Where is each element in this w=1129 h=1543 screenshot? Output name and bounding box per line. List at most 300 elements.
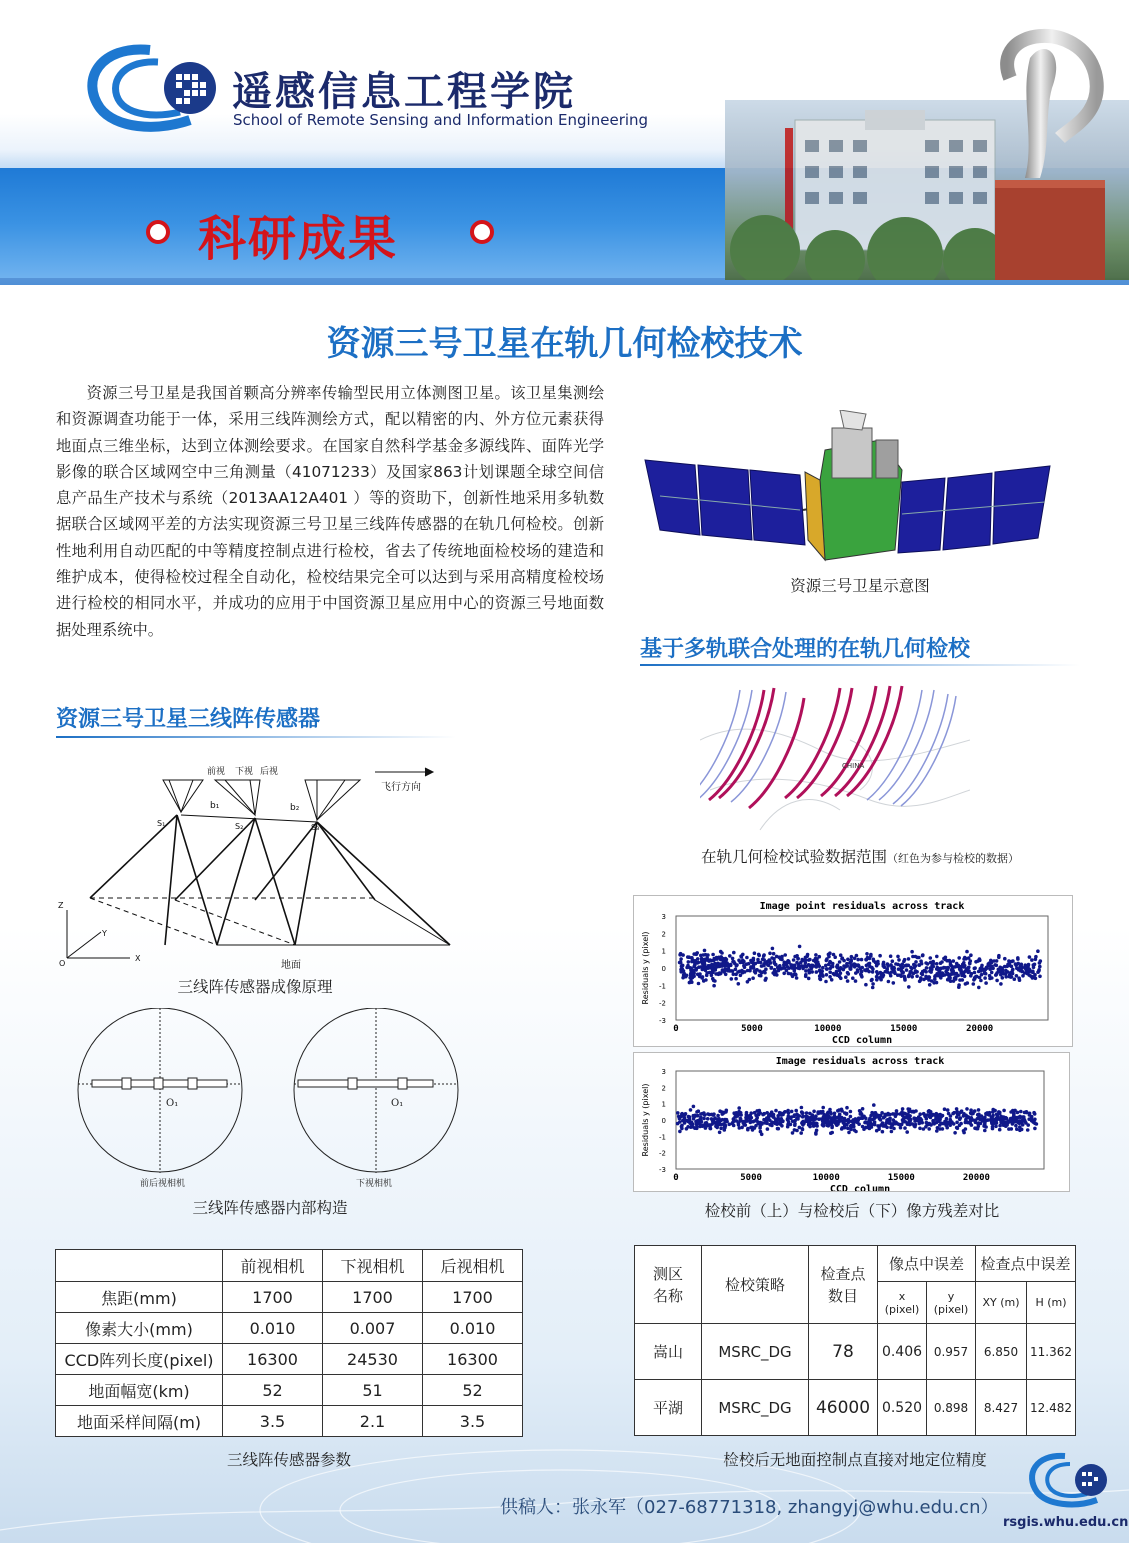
data-point xyxy=(836,1122,840,1126)
x-tick-label: 5000 xyxy=(740,1173,762,1183)
data-point xyxy=(868,957,872,961)
residual-plot-after xyxy=(633,1052,1070,1192)
data-point xyxy=(934,1117,938,1121)
data-point xyxy=(1001,976,1005,980)
data-point xyxy=(791,1131,795,1135)
data-point xyxy=(854,971,858,975)
data-point xyxy=(926,1123,930,1127)
calibration-section-heading: 基于多轨联合处理的在轨几何检校 xyxy=(640,637,971,662)
data-point xyxy=(966,981,970,985)
data-point xyxy=(712,1112,716,1116)
data-point xyxy=(990,971,994,975)
data-point xyxy=(948,959,952,963)
data-point xyxy=(747,962,751,966)
data-point xyxy=(927,1109,931,1113)
table-cell: 0.010 xyxy=(223,1313,323,1344)
data-point xyxy=(758,974,762,978)
data-point xyxy=(957,985,961,989)
data-point xyxy=(704,953,708,957)
data-point xyxy=(682,1119,686,1123)
table-header-cell: 像点中误差 xyxy=(878,1246,976,1282)
data-point xyxy=(998,1124,1002,1128)
plot-title: Image residuals across track xyxy=(775,1056,945,1067)
data-point xyxy=(704,969,708,973)
data-point xyxy=(965,950,969,954)
baseline-label-b2: b₂ xyxy=(290,803,300,813)
table-cell: 平湖 xyxy=(635,1380,702,1436)
data-point xyxy=(731,957,735,961)
data-point xyxy=(890,1130,894,1134)
data-point xyxy=(846,958,850,962)
x-tick-label: 0 xyxy=(673,1173,679,1183)
data-point xyxy=(905,968,909,972)
data-point xyxy=(851,963,855,967)
data-point xyxy=(700,1124,704,1128)
data-point xyxy=(702,960,706,964)
data-point xyxy=(835,965,839,969)
data-point xyxy=(942,957,946,961)
sculpture-photo xyxy=(990,18,1110,280)
data-point xyxy=(808,958,812,962)
data-point xyxy=(864,1117,868,1121)
data-point xyxy=(824,980,828,984)
data-point xyxy=(861,1107,865,1111)
data-point xyxy=(918,1127,922,1131)
sensor-table-caption: 三线阵传感器参数 xyxy=(226,1451,351,1469)
data-point xyxy=(1004,969,1008,973)
data-point xyxy=(929,956,933,960)
data-point xyxy=(819,978,823,982)
data-point xyxy=(1021,974,1025,978)
data-point xyxy=(885,1113,889,1117)
data-point xyxy=(959,1122,963,1126)
data-point xyxy=(953,972,957,976)
data-point xyxy=(874,1111,878,1115)
table-cell: 0.010 xyxy=(423,1313,523,1344)
table-row xyxy=(635,1324,1076,1380)
data-point xyxy=(825,957,829,961)
table-cell: 78 xyxy=(809,1324,878,1380)
data-point xyxy=(815,970,819,974)
data-point xyxy=(958,1118,962,1122)
data-point xyxy=(924,975,928,979)
data-point xyxy=(720,951,724,955)
data-point xyxy=(959,965,963,969)
data-point xyxy=(1021,1115,1025,1119)
station-label-s2: S₂ xyxy=(235,822,244,831)
data-point xyxy=(795,1129,799,1133)
x-axis-label: CCD column xyxy=(831,1035,893,1046)
data-point xyxy=(994,1125,998,1129)
data-point xyxy=(895,1109,899,1113)
data-point xyxy=(973,977,977,981)
data-point xyxy=(918,980,922,984)
data-point xyxy=(1027,963,1031,967)
data-point xyxy=(933,975,937,979)
data-point xyxy=(849,960,853,964)
data-point xyxy=(903,958,907,962)
data-point xyxy=(762,954,766,958)
data-point xyxy=(953,976,957,980)
data-point xyxy=(899,1126,903,1130)
data-point xyxy=(938,1113,942,1117)
table-cell: 0.007 xyxy=(323,1313,423,1344)
data-point xyxy=(846,979,850,983)
y-tick-label: 3 xyxy=(661,1068,666,1076)
data-point xyxy=(983,1129,987,1133)
data-point xyxy=(928,983,932,987)
table-row xyxy=(56,1313,523,1344)
data-point xyxy=(946,1108,950,1112)
data-point xyxy=(725,1109,729,1113)
table-header-row xyxy=(56,1250,523,1282)
data-point xyxy=(707,1123,711,1127)
data-point xyxy=(706,1117,710,1121)
school-logo-icon xyxy=(80,40,230,136)
school-name-en: School of Remote Sensing and Information Engineering xyxy=(233,111,649,129)
data-point xyxy=(962,1131,966,1135)
data-point xyxy=(1004,975,1008,979)
data-point xyxy=(773,973,777,977)
data-point xyxy=(707,966,711,970)
data-point xyxy=(1002,1117,1006,1121)
data-point xyxy=(881,972,885,976)
data-point xyxy=(821,1119,825,1123)
data-point xyxy=(686,955,690,959)
table-cell: 6.850 xyxy=(976,1324,1027,1380)
data-point xyxy=(770,1124,774,1128)
data-point xyxy=(713,957,717,961)
table-header-row xyxy=(635,1246,1076,1282)
x-tick-label: 15000 xyxy=(890,1024,918,1034)
headline-bullet-icon xyxy=(146,220,170,244)
data-point xyxy=(850,955,854,959)
data-point xyxy=(720,1110,724,1114)
data-point xyxy=(676,1122,680,1126)
data-point xyxy=(983,1123,987,1127)
table-header-cell: 后视相机 xyxy=(423,1250,523,1282)
data-point xyxy=(708,1127,712,1131)
data-point xyxy=(680,1127,684,1131)
data-point xyxy=(744,1123,748,1127)
data-point xyxy=(801,1115,805,1119)
data-point xyxy=(687,1120,691,1124)
data-point xyxy=(963,964,967,968)
data-point xyxy=(994,973,998,977)
data-point xyxy=(696,957,700,961)
x-tick-label: 10000 xyxy=(812,1173,840,1183)
data-point xyxy=(737,1106,741,1110)
data-point xyxy=(840,957,844,961)
data-point xyxy=(768,952,772,956)
data-point xyxy=(930,964,934,968)
y-tick-label: -2 xyxy=(659,999,666,1008)
data-point xyxy=(1012,1117,1016,1121)
table-row xyxy=(56,1282,523,1313)
table-cell: 51 xyxy=(323,1375,423,1406)
data-point xyxy=(920,1121,924,1125)
y-axis-label: Residuals y (pixel) xyxy=(641,1083,650,1157)
data-point xyxy=(1015,1127,1019,1131)
data-point xyxy=(992,959,996,963)
data-point xyxy=(825,967,829,971)
data-point xyxy=(743,1120,747,1124)
data-point xyxy=(867,970,871,974)
table-row xyxy=(56,1344,523,1375)
data-point xyxy=(845,964,849,968)
data-point xyxy=(920,962,924,966)
data-point xyxy=(692,965,696,969)
data-point xyxy=(985,966,989,970)
view-label-back: 后视 xyxy=(260,767,279,777)
data-point xyxy=(871,982,875,986)
data-point xyxy=(1026,1128,1030,1132)
y-axis-label: Residuals y (pixel) xyxy=(641,931,650,1005)
data-point xyxy=(772,952,776,956)
data-point xyxy=(687,960,691,964)
table-cell: 3.5 xyxy=(423,1406,523,1437)
data-point xyxy=(1016,962,1020,966)
data-point xyxy=(950,964,954,968)
data-point xyxy=(723,1126,727,1130)
data-point xyxy=(988,1113,992,1117)
data-point xyxy=(745,956,749,960)
data-point xyxy=(1032,966,1036,970)
data-point xyxy=(1023,1111,1027,1115)
data-point xyxy=(711,953,715,957)
data-point xyxy=(904,964,908,968)
data-point xyxy=(751,1120,755,1124)
data-point xyxy=(763,1121,767,1125)
data-point xyxy=(923,969,927,973)
data-point xyxy=(1034,958,1038,962)
x-tick-label: 15000 xyxy=(887,1173,915,1183)
data-point xyxy=(824,964,828,968)
data-point xyxy=(929,1116,933,1120)
front-back-camera-label: 前后视相机 xyxy=(140,1179,186,1189)
data-point xyxy=(792,958,796,962)
data-point xyxy=(746,980,750,984)
data-point xyxy=(681,964,685,968)
table-cell: 嵩山 xyxy=(635,1324,702,1380)
data-point xyxy=(998,969,1002,973)
data-point xyxy=(832,953,836,957)
data-point xyxy=(1020,1128,1024,1132)
data-point xyxy=(764,967,768,971)
data-point xyxy=(907,957,911,961)
data-point xyxy=(716,1119,720,1123)
data-point xyxy=(718,1131,722,1135)
table-cell: 0.406 xyxy=(878,1324,927,1380)
data-point xyxy=(1020,963,1024,967)
data-point xyxy=(911,955,915,959)
data-point xyxy=(913,1125,917,1129)
data-point xyxy=(973,1109,977,1113)
data-point xyxy=(973,971,977,975)
data-point xyxy=(697,982,701,986)
data-point xyxy=(711,971,715,975)
data-point xyxy=(955,1110,959,1114)
table-cell: MSRC_DG xyxy=(702,1380,809,1436)
table-cell: 2.1 xyxy=(323,1406,423,1437)
data-point xyxy=(1013,977,1017,981)
data-point xyxy=(758,1121,762,1125)
data-point xyxy=(935,967,939,971)
data-point xyxy=(732,1119,736,1123)
data-point xyxy=(774,1109,778,1113)
data-point xyxy=(829,1112,833,1116)
data-point xyxy=(894,1115,898,1119)
data-point xyxy=(902,1117,906,1121)
data-point xyxy=(972,982,976,986)
data-point xyxy=(796,1117,800,1121)
data-point xyxy=(948,1123,952,1127)
data-point xyxy=(697,1109,701,1113)
data-point xyxy=(929,970,933,974)
data-point xyxy=(836,973,840,977)
data-point xyxy=(966,971,970,975)
data-point xyxy=(757,954,761,958)
data-point xyxy=(1019,1110,1023,1114)
data-point xyxy=(907,1110,911,1114)
sensor-section-heading: 资源三号卫星三线阵传感器 xyxy=(56,707,321,732)
data-point xyxy=(773,970,777,974)
residual-plot-before xyxy=(633,895,1073,1047)
data-point xyxy=(998,1111,1002,1115)
data-point xyxy=(979,1122,983,1126)
data-point xyxy=(725,1120,729,1124)
data-point xyxy=(704,1126,708,1130)
table-cell: 0.520 xyxy=(878,1380,927,1436)
data-point xyxy=(922,978,926,982)
data-point xyxy=(903,975,907,979)
contributor-info: 供稿人：张永军（027-68771318, zhangyj@whu.edu.cn） xyxy=(500,1497,999,1518)
plot-title: Image point residuals across track xyxy=(759,901,965,912)
data-point xyxy=(1036,949,1040,953)
data-point xyxy=(878,954,882,958)
data-point xyxy=(821,966,825,970)
data-point xyxy=(718,971,722,975)
data-point xyxy=(892,1121,896,1125)
data-point xyxy=(732,1111,736,1115)
data-point xyxy=(900,1123,904,1127)
data-point xyxy=(870,1111,874,1115)
data-point xyxy=(905,1130,909,1134)
data-point xyxy=(753,970,757,974)
data-point xyxy=(769,1112,773,1116)
data-point xyxy=(771,947,775,951)
data-point xyxy=(804,969,808,973)
data-point xyxy=(921,953,925,957)
data-point xyxy=(804,975,808,979)
data-point xyxy=(801,1121,805,1125)
data-point xyxy=(885,970,889,974)
data-point xyxy=(882,1124,886,1128)
data-point xyxy=(983,970,987,974)
data-point xyxy=(856,968,860,972)
data-point xyxy=(838,960,842,964)
data-point xyxy=(839,953,843,957)
accuracy-table-caption: 检校后无地面控制点直接对地定位精度 xyxy=(723,1451,987,1469)
structure-diagram-caption: 三线阵传感器内部构造 xyxy=(192,1199,348,1217)
data-point xyxy=(749,966,753,970)
data-point xyxy=(977,986,981,990)
data-point xyxy=(856,963,860,967)
data-point xyxy=(984,1119,988,1123)
data-point xyxy=(828,970,832,974)
data-point xyxy=(927,1127,931,1131)
data-point xyxy=(988,977,992,981)
data-point xyxy=(889,954,893,958)
data-point xyxy=(935,1129,939,1133)
data-point xyxy=(822,1124,826,1128)
data-point xyxy=(950,968,954,972)
data-point xyxy=(838,1116,842,1120)
data-point xyxy=(924,1114,928,1118)
data-point xyxy=(896,955,900,959)
data-point xyxy=(737,982,741,986)
data-point xyxy=(990,1120,994,1124)
x-tick-label: 10000 xyxy=(814,1024,842,1034)
data-point xyxy=(930,979,934,983)
data-point xyxy=(955,1121,959,1125)
data-point xyxy=(935,962,939,966)
data-point xyxy=(814,964,818,968)
data-point xyxy=(807,963,811,967)
data-point xyxy=(808,1120,812,1124)
page-title: 资源三号卫星在轨几何检校技术 xyxy=(326,324,803,364)
data-point xyxy=(790,1110,794,1114)
data-point xyxy=(842,964,846,968)
data-point xyxy=(689,1108,693,1112)
data-point xyxy=(1010,975,1014,979)
data-point xyxy=(822,1115,826,1119)
data-point xyxy=(870,1123,874,1127)
table-cell: 1700 xyxy=(223,1282,323,1313)
data-point xyxy=(745,1111,749,1115)
data-point xyxy=(846,971,850,975)
data-point xyxy=(896,973,900,977)
data-point xyxy=(860,975,864,979)
data-point xyxy=(863,968,867,972)
data-point xyxy=(768,959,772,963)
data-point xyxy=(755,1109,759,1113)
y-tick-label: 0 xyxy=(661,1117,666,1125)
data-point xyxy=(799,1131,803,1135)
data-point xyxy=(900,969,904,973)
data-point xyxy=(710,1117,714,1121)
data-point xyxy=(878,1115,882,1119)
data-point xyxy=(713,979,717,983)
data-point xyxy=(801,1111,805,1115)
data-point xyxy=(828,961,832,965)
data-point xyxy=(844,975,848,979)
data-point xyxy=(941,971,945,975)
data-point xyxy=(875,1115,879,1119)
axis-label-z: Z xyxy=(58,901,64,910)
data-point xyxy=(1008,961,1012,965)
table-header-cell: 检查点数目 xyxy=(809,1246,878,1324)
data-point xyxy=(1003,957,1007,961)
data-point xyxy=(789,963,793,967)
data-point xyxy=(1038,975,1042,979)
data-point xyxy=(852,1118,856,1122)
data-point xyxy=(979,979,983,983)
data-point xyxy=(825,1124,829,1128)
data-point xyxy=(872,1103,876,1107)
data-point xyxy=(754,1124,758,1128)
data-point xyxy=(976,1117,980,1121)
